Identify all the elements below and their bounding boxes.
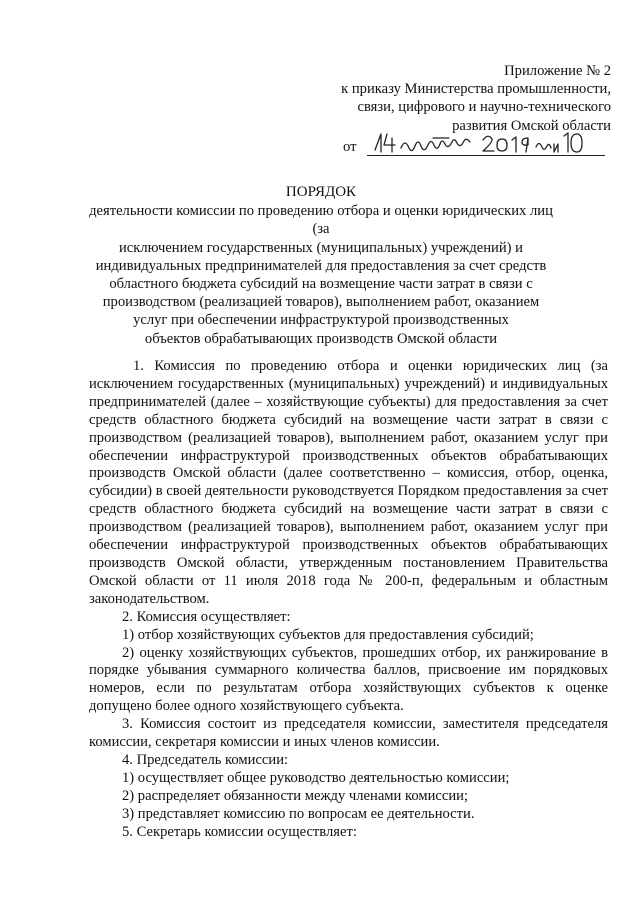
paragraph-6: 4. Председатель комиссии: [122,751,289,768]
paragraph-4: 2) оценку хозяйствующих субъектов, прошедших отбор, их ранжирование в порядке убывания суммарного количества баллов, присвоение им порядковых номеров, если по результатам отбора хозяйствующих субъектов к оценке допущено более одного хозяйствующего субъекта. [89,644,608,715]
title-line: индивидуальных предпринимателей для предоставления за счет средств [95,257,547,274]
paragraph-2: 2. Комиссия осуществляет: [122,608,291,625]
paragraph-8: 2) распределяет обязанности между членами комиссии; [122,787,469,804]
paragraph-10: 5. Секретарь комиссии осуществляет: [122,823,357,840]
paragraph-5: 3. Комиссия состоит из председателя комиссии, заместителя председателя комиссии, секретаря комиссии и иных членов комиссии. [89,716,608,751]
title-line: услуг при обеспечении инфраструктурой производственных [133,312,509,329]
paragraph-3: 1) отбор хозяйствующих субъектов для предоставления субсидий; [122,626,534,643]
appendix-number: Приложение № 2 [504,63,611,79]
order-reference-line-2: связи, цифрового и научно-технического [357,99,611,116]
order-date-line [291,137,611,157]
title-line: объектов обрабатывающих производств Омской области [144,330,498,347]
paragraph-9: 3) представляет комиссию по вопросам ее деятельности. [122,805,475,822]
document-title [86,183,556,348]
order-reference-line-1: к приказу Министерства промышленности, [341,81,611,98]
handwritten-date-icon [371,130,584,156]
date-prefix: от [343,138,357,155]
title-line: производством (реализацией товаров), выполнением работ, оказанием [102,294,540,311]
document-body [89,358,608,841]
order-reference-line-3: развития Омской области [452,117,611,134]
appendix-header [291,62,611,157]
title-word: ПОРЯДОК [285,184,357,200]
title-line: исключением государственных (муниципальных) учреждений) и [118,239,523,256]
date-underline [367,155,605,156]
title-line: областного бюджета субсидий на возмещение части затрат в связи с [109,276,533,293]
paragraph-7: 1) осуществляет общее руководство деятельностью комиссии; [122,769,510,786]
paragraph-1: 1. Комиссия по проведению отбора и оценки юридических лиц (за исключением государственных (муниципальных) учреждений) и индивидуальных предпринимателей (далее – хозяйствующие субъекты) для предоставления за счет средств областного бюджета субсидий на возмещение части затрат в связи с производством (реализацией товаров), выполнением работ, оказанием услуг при обеспечении инфраструктурой производственных объектов обрабатывающих производств Омской области (далее соответственно – комиссия, отбор, оценка, субсидии) в своей деятельности руководствуется Порядком предоставления за счет средств областного бюджета субсидий на возмещение части затрат в связи с производством (реализацией товаров), выполнением работ, оказанием услуг при обеспечении инфраструктурой производственных объектов обрабатывающих производств Омской области, утвержденным постановлением Правительства Омской области от 11 июля 2018 года № 200-п, федеральным и областным законодательством. [89,358,608,607]
title-line: деятельности комиссии по проведению отбора и оценки юридических лиц (за [89,203,553,238]
